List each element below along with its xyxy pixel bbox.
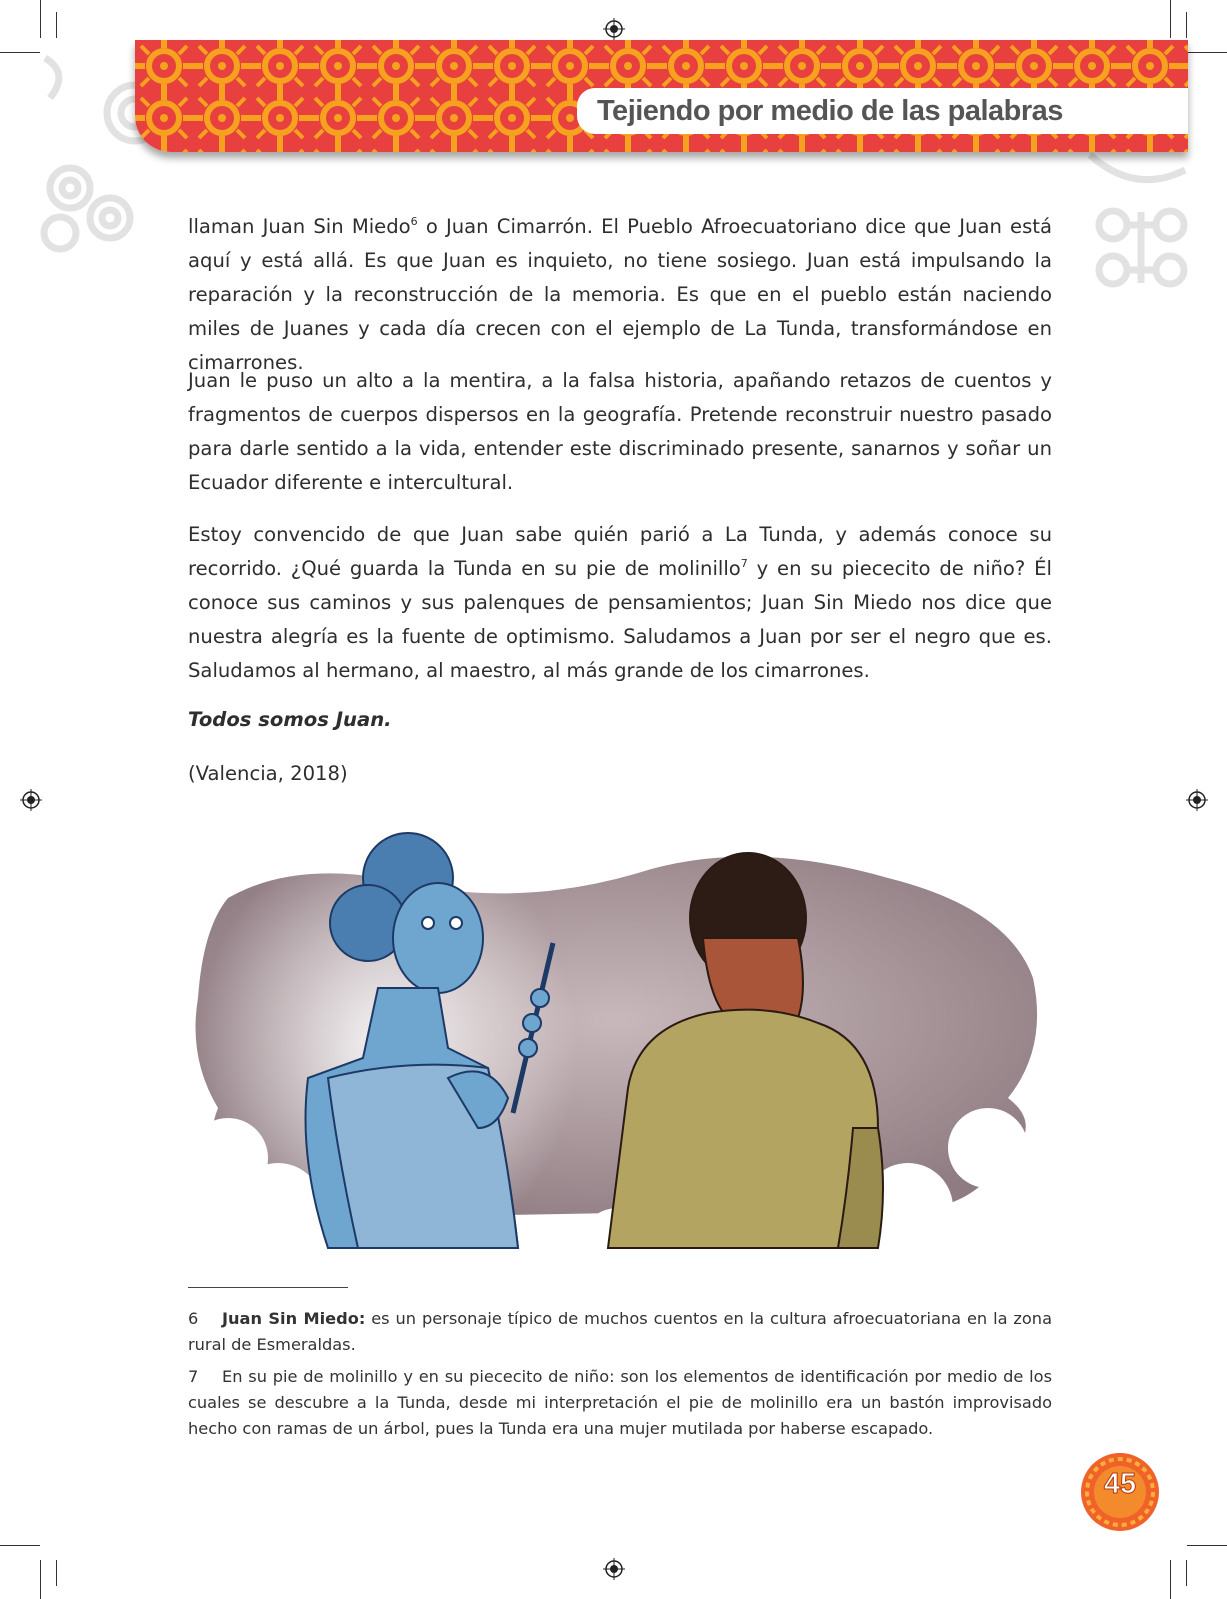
paragraph-text: o Juan Cimarrón. El Pueblo Afroecuatoriano dice que Juan está aquí y está allá. Es que Juan es inquieto, no tiene sosiego. Juan está impulsando la reparación y la reconstrucción de la memoria. Es que en el pueblo están naciendo miles de Juanes y cada día crecen con el ejemplo de La Tunda, transformándose en cimarrones. <box>188 215 1052 374</box>
crop-mark <box>1170 0 1171 38</box>
swirl-ornament-icon <box>40 38 150 253</box>
swirl-ornament-icon <box>1085 150 1190 300</box>
crop-mark <box>1186 12 1187 38</box>
closing-line: Todos somos Juan. <box>188 708 392 731</box>
footnote <box>188 1306 1052 1358</box>
footnote-ref[interactable]: 7 <box>740 557 748 570</box>
citation: (Valencia, 2018) <box>188 762 348 785</box>
footnote-text: En su pie de molinillo y en su piececito de niño: son los elementos de identificación por medio de los cuales se descubre a la Tunda, desde mi interpretación el pie de molinillo era un bastón improvisado hecho con ramas de un árbol, pues la Tunda era una mujer mutilada por haberse escapado. <box>188 1367 1052 1438</box>
footnote <box>188 1364 1052 1442</box>
crop-mark <box>56 1560 57 1586</box>
crop-mark <box>1187 1545 1227 1546</box>
footnote-ref[interactable]: 6 <box>410 215 418 228</box>
registration-mark-icon <box>603 18 625 40</box>
paragraph-text: Juan le puso un alto a la mentira, a la falsa historia, apañando retazos de cuentos y fragmentos de cuerpos dispersos en la geografía. Pretende reconstruir nuestro pasado para darle sentido a la vida, entender este discriminado presente, sanarnos y soñar un Ecuador diferente e intercultural. <box>188 369 1052 494</box>
footnote-number: 6 <box>188 1309 199 1328</box>
header-title-ribbon <box>577 88 1188 134</box>
crop-mark <box>0 1545 40 1546</box>
crop-mark <box>0 52 40 53</box>
crop-mark <box>1170 1560 1171 1599</box>
footnote-term: Juan Sin Miedo: <box>222 1309 366 1328</box>
paragraph-text: llaman Juan Sin Miedo <box>188 215 411 238</box>
registration-mark-icon <box>1186 789 1208 811</box>
tunda-juan-illustration <box>188 828 1052 1258</box>
paragraph-text: y en su piececito de niño? Él conoce sus caminos y sus palenques de pensamientos; Juan Sin Miedo nos dice que nuestra alegría es la fuente de optimismo. Saludamos a Juan por ser el negro que es. Saludamos al hermano, al maestro, al más grande de los cimarrones. <box>188 557 1052 682</box>
registration-mark-icon <box>20 789 42 811</box>
crop-mark <box>56 12 57 38</box>
crop-mark <box>1186 1560 1187 1586</box>
paragraph <box>188 518 1052 688</box>
registration-mark-icon <box>603 1558 625 1580</box>
crop-mark <box>40 1560 41 1599</box>
paragraph-text: Estoy convencido de que Juan sabe quién parió a La Tunda, y además conoce su recorrido. ¿Qué guarda la Tunda en su pie de molinillo <box>188 523 1052 580</box>
page-header-title: Tejiendo por medio de las palabras <box>597 94 1063 127</box>
crop-mark <box>1187 52 1227 53</box>
paragraph <box>188 364 1052 500</box>
footnote-number: 7 <box>188 1367 199 1386</box>
crop-mark <box>40 0 41 38</box>
paragraph <box>188 210 1052 380</box>
footnote-separator <box>188 1287 348 1288</box>
footnote-text: es un personaje típico de muchos cuentos en la cultura afroecuatoriana en la zona rural de Esmeraldas. <box>188 1309 1052 1354</box>
page-number: 45 <box>1103 1468 1137 1500</box>
